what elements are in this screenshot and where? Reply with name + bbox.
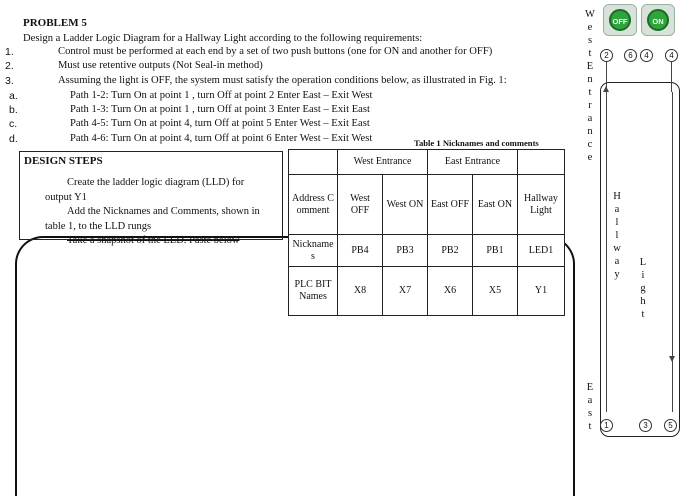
group-west-header: West Entrance	[338, 150, 428, 175]
requirement-text: Must use retentive outputs (Not Seal-in method)	[58, 60, 263, 71]
row-header-address: Address Comment	[289, 175, 338, 235]
east-vertical-label	[584, 381, 596, 433]
table-row	[289, 267, 565, 316]
point-3: 3	[639, 419, 652, 432]
table-cell: East ON	[473, 175, 518, 235]
point-1: 1	[600, 419, 613, 432]
table-row	[289, 150, 565, 175]
requirement-number: 1.	[5, 46, 14, 58]
requirement-number: 3.	[5, 75, 14, 87]
requirement-number: a.	[9, 90, 18, 102]
requirement-number: d.	[9, 133, 18, 145]
problem-intro: Design a Ladder Logic Diagram for a Hallway Light according to the following requirements:	[23, 33, 423, 44]
design-step-1: Create the ladder logic diagram (LLD) for output Y1	[45, 177, 245, 203]
vertical-letter: y	[614, 269, 620, 280]
vertical-letter: e	[587, 22, 593, 33]
off-button-housing	[603, 4, 637, 36]
vertical-letter: h	[640, 296, 646, 307]
table-cell: West ON	[383, 175, 428, 235]
requirement-text: Path 4-5: Turn On at point 4, turn Off at point 5 Enter West – Exit East	[70, 118, 370, 129]
table-row	[289, 235, 565, 267]
table-cell: PB3	[383, 235, 428, 267]
table-cell: X6	[428, 267, 473, 316]
requirement-text: Path 4-6: Turn On at point 4, turn Off at point 6 Enter West – Exit West	[70, 133, 373, 144]
hallway-vertical-label	[611, 190, 623, 281]
point-2: 2	[600, 49, 613, 62]
vertical-letter: g	[640, 283, 646, 294]
design-step-3: Take a snapshot of the LLD. Paste below	[67, 235, 240, 246]
table-cell: Hallway Light	[518, 175, 565, 235]
vertical-letter: c	[587, 139, 593, 150]
light-vertical-label	[637, 256, 649, 321]
point-4: 4	[640, 49, 653, 62]
design-step-2: Add the Nicknames and Comments, shown in table 1, to the LLD rungs	[45, 206, 260, 232]
table-corner-cell	[289, 150, 338, 175]
point-5: 5	[664, 419, 677, 432]
table-cell: PB2	[428, 235, 473, 267]
table-cell: PB1	[473, 235, 518, 267]
vertical-letter: l	[615, 217, 619, 228]
hallway-text	[611, 190, 623, 281]
table-row	[289, 175, 565, 235]
vertical-letter: E	[586, 382, 594, 393]
table-cell	[518, 150, 565, 175]
on-button-housing	[641, 4, 675, 36]
vertical-letter: H	[613, 191, 621, 202]
east-text	[584, 381, 596, 433]
vertical-letter: t	[588, 87, 592, 98]
group-east-header: East Entrance	[428, 150, 518, 175]
vertical-letter: L	[639, 257, 647, 268]
path-arrow-down	[669, 356, 675, 362]
light-text	[637, 256, 649, 321]
requirement-number: 2.	[5, 60, 14, 72]
point-4-right: 4	[665, 49, 678, 62]
problem-title: PROBLEM 5	[23, 17, 87, 29]
path-wire	[671, 62, 672, 92]
table-cell: X5	[473, 267, 518, 316]
requirement-text: Assuming the light is OFF, the system must satisfy the operation conditions below, as illustrated in Fig. 1:	[58, 75, 507, 86]
row-header-plc: PLC BIT Names	[289, 267, 338, 316]
nicknames-table	[288, 149, 565, 316]
vertical-letter: n	[587, 74, 593, 85]
push-button-panel	[586, 0, 700, 40]
vertical-letter: W	[585, 9, 595, 20]
vertical-letter: a	[614, 256, 620, 267]
vertical-letter: r	[588, 100, 592, 111]
table-title: Table 1 Nicknames and comments	[414, 138, 539, 148]
vertical-letter: i	[641, 270, 645, 281]
table-cell: LED1	[518, 235, 565, 267]
requirement-text: Path 1-2: Turn On at point 1 , turn Off at point 2 Enter East – Exit West	[70, 90, 373, 101]
design-steps-text	[45, 176, 273, 249]
path-wire	[672, 92, 673, 412]
vertical-letter: l	[615, 230, 619, 241]
vertical-letter: n	[587, 126, 593, 137]
path-wire	[606, 92, 607, 412]
row-header-nicknames: Nicknames	[289, 235, 338, 267]
requirement-text: Control must be performed at each end by a set of two push buttons (one for ON and another for OFF)	[58, 46, 493, 57]
on-push-button[interactable]: ON	[647, 9, 669, 31]
table-cell: Y1	[518, 267, 565, 316]
vertical-letter: a	[587, 113, 593, 124]
vertical-letter: t	[641, 309, 645, 320]
vertical-letter: E	[586, 61, 594, 72]
vertical-letter: t	[588, 421, 592, 432]
off-push-button[interactable]: OFF	[609, 9, 631, 31]
table-cell: West OFF	[338, 175, 383, 235]
table-cell: X8	[338, 267, 383, 316]
point-6: 6	[624, 49, 637, 62]
vertical-letter: w	[613, 243, 621, 254]
requirement-text: Path 1-3: Turn On at point 1 , turn Off at point 3 Enter East – Exit East	[70, 104, 370, 115]
vertical-letter: t	[588, 48, 592, 59]
table-cell: X7	[383, 267, 428, 316]
vertical-letter: s	[587, 35, 593, 46]
table-cell: PB4	[338, 235, 383, 267]
table-cell: East OFF	[428, 175, 473, 235]
requirement-number: c.	[9, 118, 18, 130]
vertical-letter: s	[587, 408, 593, 419]
design-steps-title: DESIGN STEPS	[24, 155, 103, 167]
vertical-letter: a	[587, 395, 593, 406]
vertical-letter: e	[587, 152, 593, 163]
vertical-letter: a	[614, 204, 620, 215]
requirement-number: b.	[9, 104, 18, 116]
